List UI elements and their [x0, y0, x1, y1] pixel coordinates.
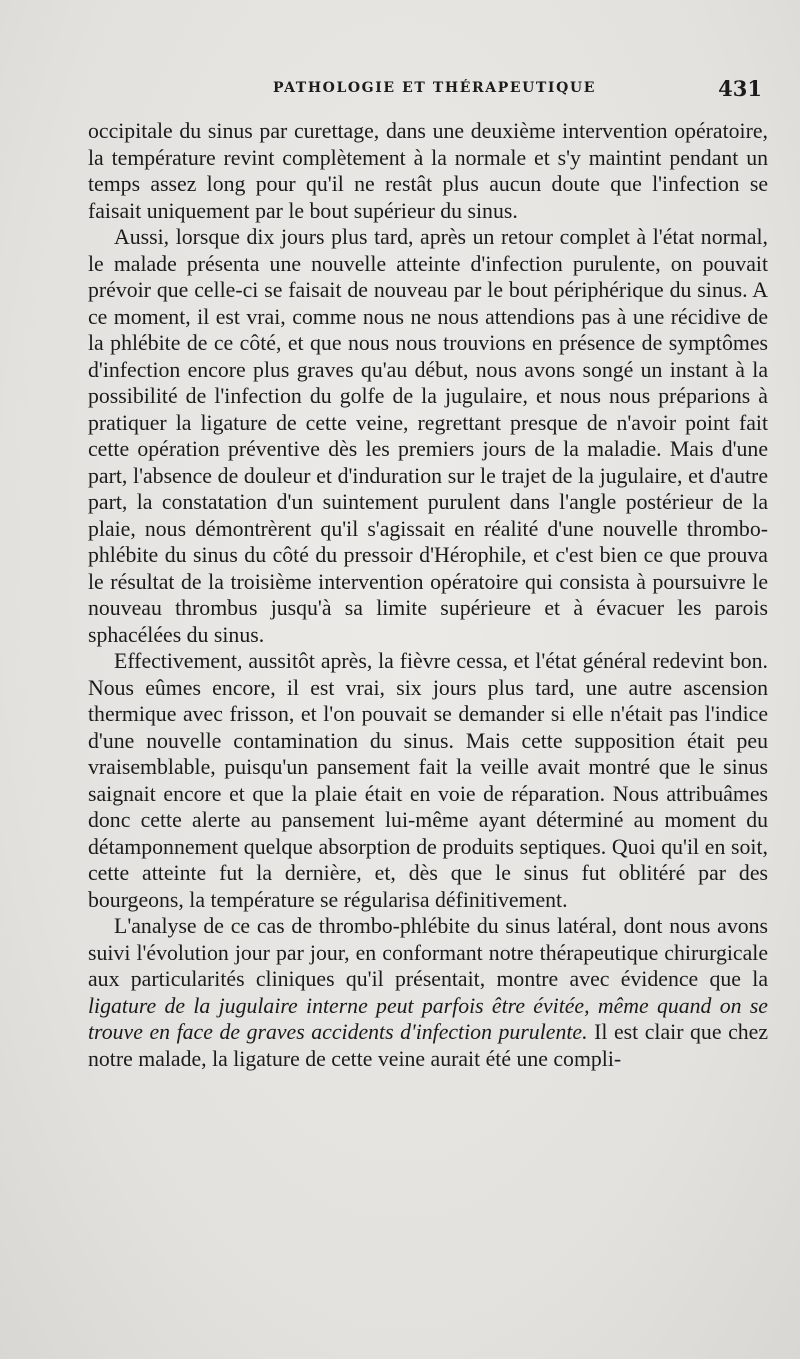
paragraph-3: Effectivement, aussitôt après, la fièvre cessa, et l'état général redevint bon. Nous eûmes encore, il est vrai, six jours plus tard, une autre ascension thermique avec frisson, et l'on pouvait se demander si elle n'était pas l'indice d'une nouvelle contamination du sinus. Mais cette supposition était peu vraisemblable, puisqu'un pansement fait la veille avait montré que le sinus saignait encore et que la plaie était en voie de réparation. Nous attribuâmes donc cette alerte au pansement lui-même ayant déterminé au moment du détamponnement quelque absorption de produits septiques. Quoi qu'il en soit, cette atteinte fut la dernière, et, dès que le sinus fut oblitéré par des bourgeons, la température se régularisa définitivement. — [88, 649, 768, 912]
page-number: 431 — [718, 76, 762, 101]
paragraph-2: Aussi, lorsque dix jours plus tard, après un retour complet à l'état normal, le malade présenta une nouvelle atteinte d'infection purulente, on pouvait prévoir que celle-ci se faisait de nouveau par le bout périphérique du sinus. A ce moment, il est vrai, comme nous ne nous attendions pas à une récidive de la phlébite de ce côté, et que nous nous trouvions en présence de symptômes d'infection encore plus graves qu'au début, nous avons songé un instant à la possibilité de l'infection du golfe de la jugulaire, et nous nous préparions à pratiquer la ligature de cette veine, regrettant presque de n'avoir point fait cette opération préventive dès les premiers jours de la maladie. Mais d'une part, l'absence de douleur et d'induration sur le trajet de la jugulaire, et d'autre part, la constatation d'un suintement purulent dans l'angle postérieur de la plaie, nous démontrèrent qu'il s'agissait en réalité d'une nouvelle thrombo-phlébite du sinus du côté du pressoir d'Hérophile, et c'est bien ce que prouva le résultat de la troisième intervention opératoire qui consista à poursuivre le nouveau thrombus jusqu'à sa limite supérieure et à évacuer les parois sphacélées du sinus. — [88, 225, 768, 647]
paragraph-4-italic-emphasis: ligature de la jugulaire interne peut parfois être évitée, même quand on se trouve en face de graves accidents d'infection purulente. — [88, 993, 768, 1044]
paragraph-4-text-after: Il est clair que chez notre malade, la ligature de cette veine aurait été une compli- — [88, 1020, 768, 1071]
paragraph-4-text-before: L'analyse de ce cas de thrombo-phlébite du sinus latéral, dont nous avons suivi l'évolution jour par jour, en conformant notre thérapeutique chirurgicale aux particularités cliniques qu'il présentait, montre avec évidence que la — [88, 914, 768, 991]
body-text — [88, 118, 768, 1072]
running-title: PATHOLOGIE ET THÉRAPEUTIQUE — [273, 80, 596, 96]
page-header — [88, 76, 768, 104]
paragraph-1: occipitale du sinus par curettage, dans une deuxième intervention opératoire, la température revint complètement à la normale et s'y maintint pendant un temps assez long pour qu'il ne restât plus aucun doute que l'infection se faisait uniquement par le bout supérieur du sinus. — [88, 119, 768, 223]
paragraph-4 — [88, 913, 768, 1072]
